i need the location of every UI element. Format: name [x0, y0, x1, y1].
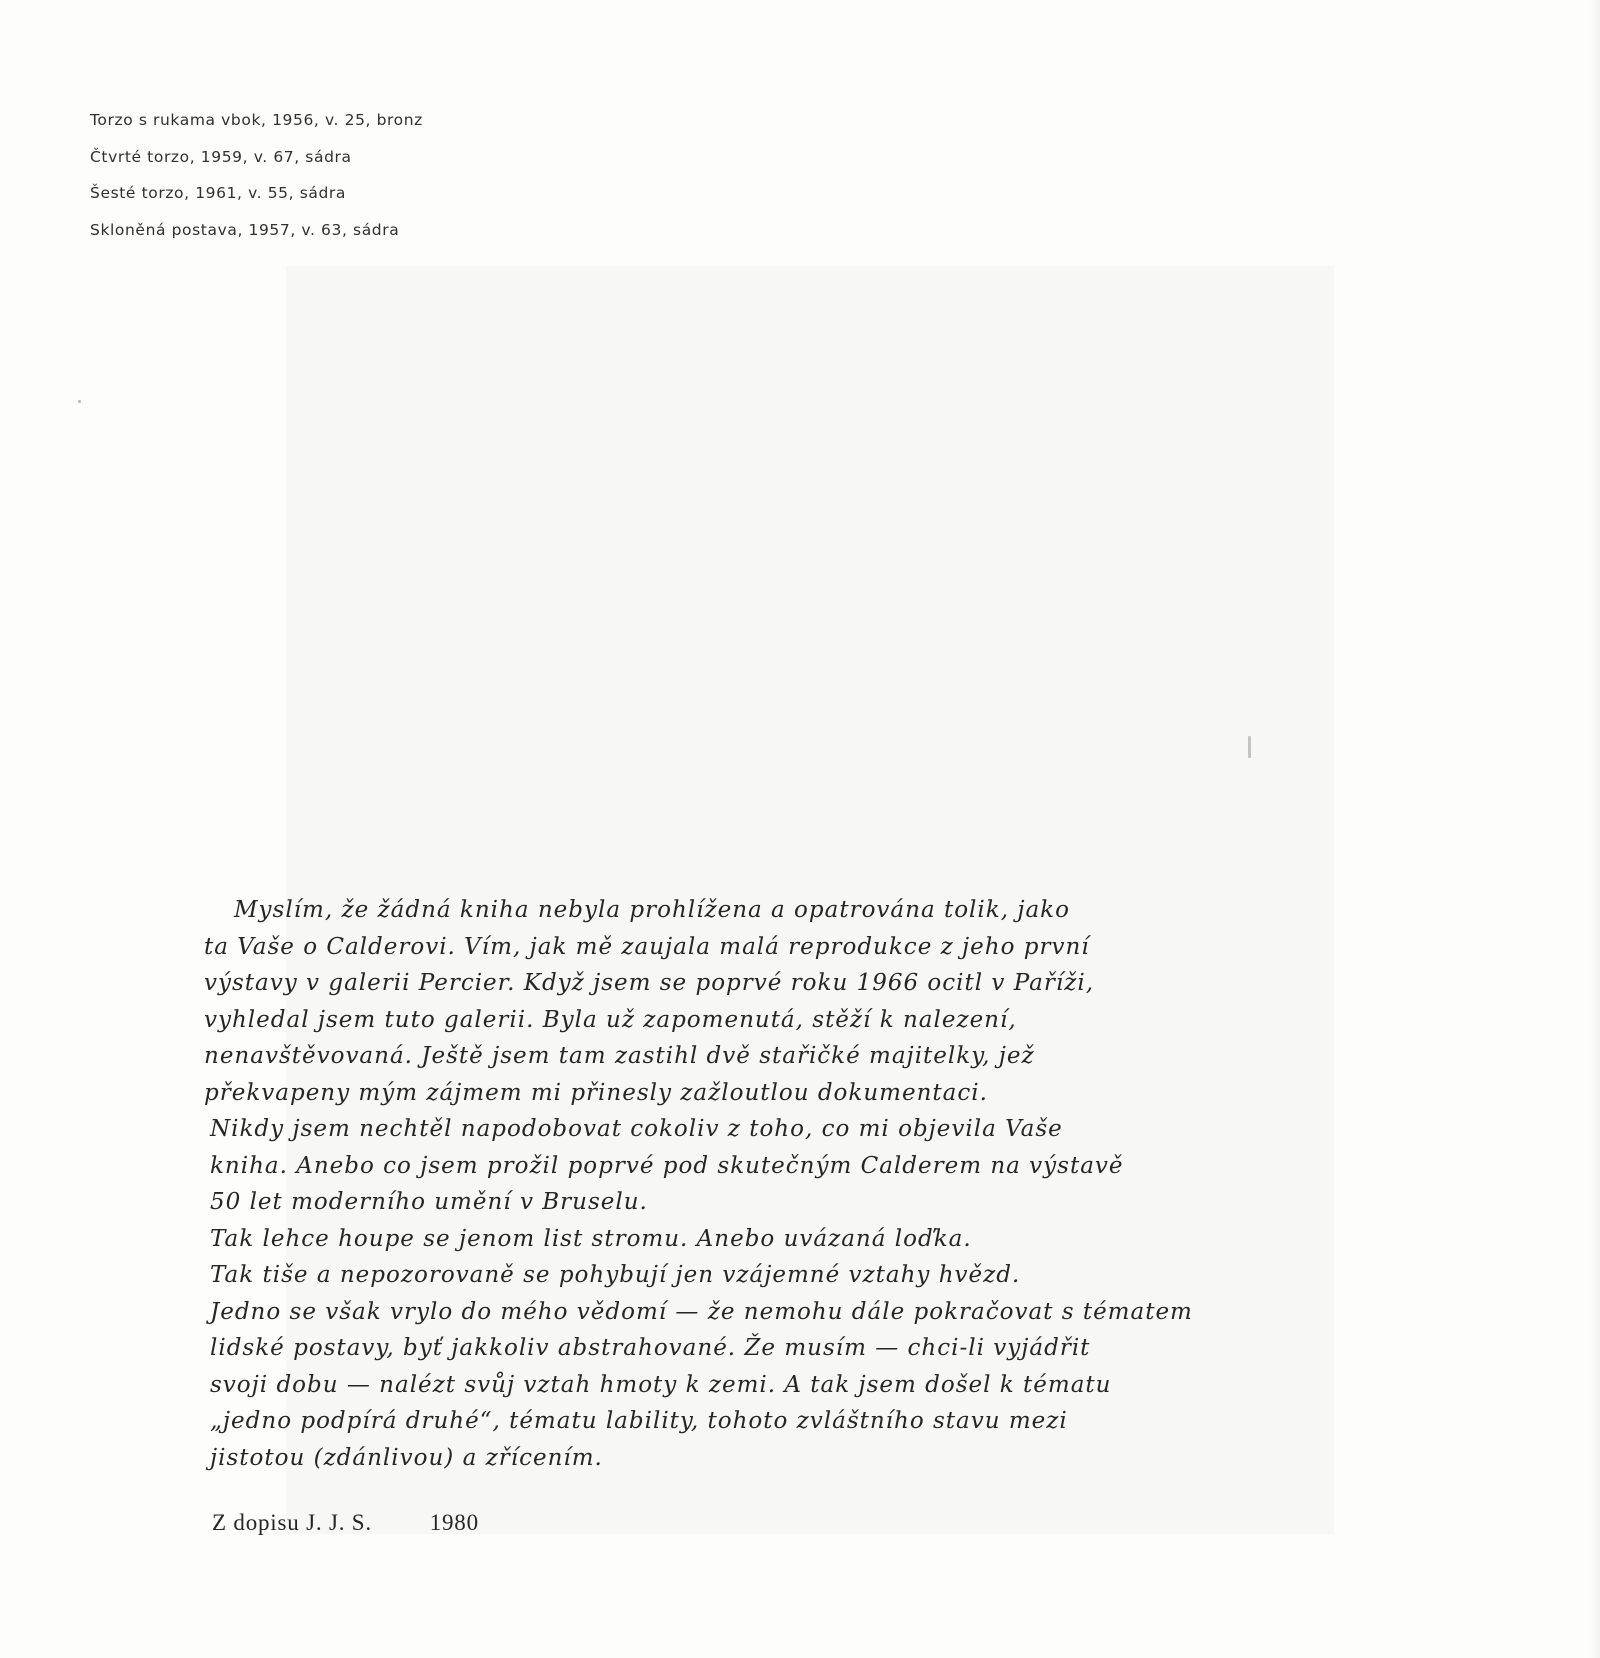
- letter-line: nenavštěvovaná. Ještě jsem tam zastihl dvě stařičké majitelky, jež: [204, 1043, 1035, 1069]
- letter-line: vyhledal jsem tuto galerii. Byla už zapomenutá, stěží k nalezení,: [204, 1006, 1017, 1033]
- page-edge-shadow: [1590, 0, 1600, 1658]
- letter-line: svoji dobu — nalézt svůj vztah hmoty k zemi. A tak jsem došel k tématu: [210, 1371, 1112, 1398]
- letter-line: Tak lehce houpe se jenom list stromu. Anebo uvázaná loďka.: [210, 1225, 972, 1252]
- letter-line: jistotou (zdánlivou) a zřícením.: [210, 1444, 603, 1471]
- signature-line: [212, 1510, 479, 1536]
- letter-line: Jedno se však vrylo do mého vědomí — že nemohu dále pokračovat s tématem: [210, 1298, 1193, 1325]
- letter-line: kniha. Anebo co jsem prožil poprvé pod skutečným Calderem na výstavě: [210, 1152, 1124, 1179]
- letter-line: výstavy v galerii Percier. Když jsem se poprvé roku 1966 ocitl v Paříži,: [204, 970, 1095, 996]
- signature-text: Z dopisu J. J. S.: [212, 1510, 372, 1535]
- letter-line: Tak tiše a nepozorovaně se pohybují jen vzájemné vztahy hvězd.: [210, 1262, 1021, 1288]
- letter-line: Nikdy jsem nechtěl napodobovat cokoliv z toho, co mi objevila Vaše: [210, 1116, 1063, 1142]
- photo-captions: [90, 102, 423, 248]
- letter-line: Myslím, že žádná kniha nebyla prohlížena a opatrována tolik, jako: [234, 897, 1070, 923]
- letter-line: překvapeny mým zájmem mi přinesly zažloutlou dokumentaci.: [204, 1079, 988, 1106]
- caption-line: Skloněná postava, 1957, v. 63, sádra: [90, 220, 400, 239]
- letter-line: lidské postavy, byť jakkoliv abstrahované. Že musím — chci-li vyjádřit: [210, 1335, 1091, 1361]
- caption-line: Torzo s rukama vbok, 1956, v. 25, bronz: [90, 111, 423, 129]
- paper-speck: [78, 400, 81, 403]
- caption-line: Šesté torzo, 1961, v. 55, sádra: [90, 184, 346, 202]
- caption-line: Čtvrté torzo, 1959, v. 67, sádra: [90, 147, 352, 166]
- letter-line: ta Vaše o Calderovi. Vím, jak mě zaujala malá reprodukce z jeho první: [204, 933, 1090, 960]
- letter-line: 50 let moderního umění v Bruselu.: [210, 1189, 648, 1215]
- letter-excerpt: [204, 892, 1193, 1476]
- signature-year: 1980: [429, 1510, 479, 1535]
- letter-line: „jedno podpírá druhé“, tématu lability, tohoto zvláštního stavu mezi: [210, 1408, 1068, 1434]
- paper-mark: [1248, 736, 1251, 758]
